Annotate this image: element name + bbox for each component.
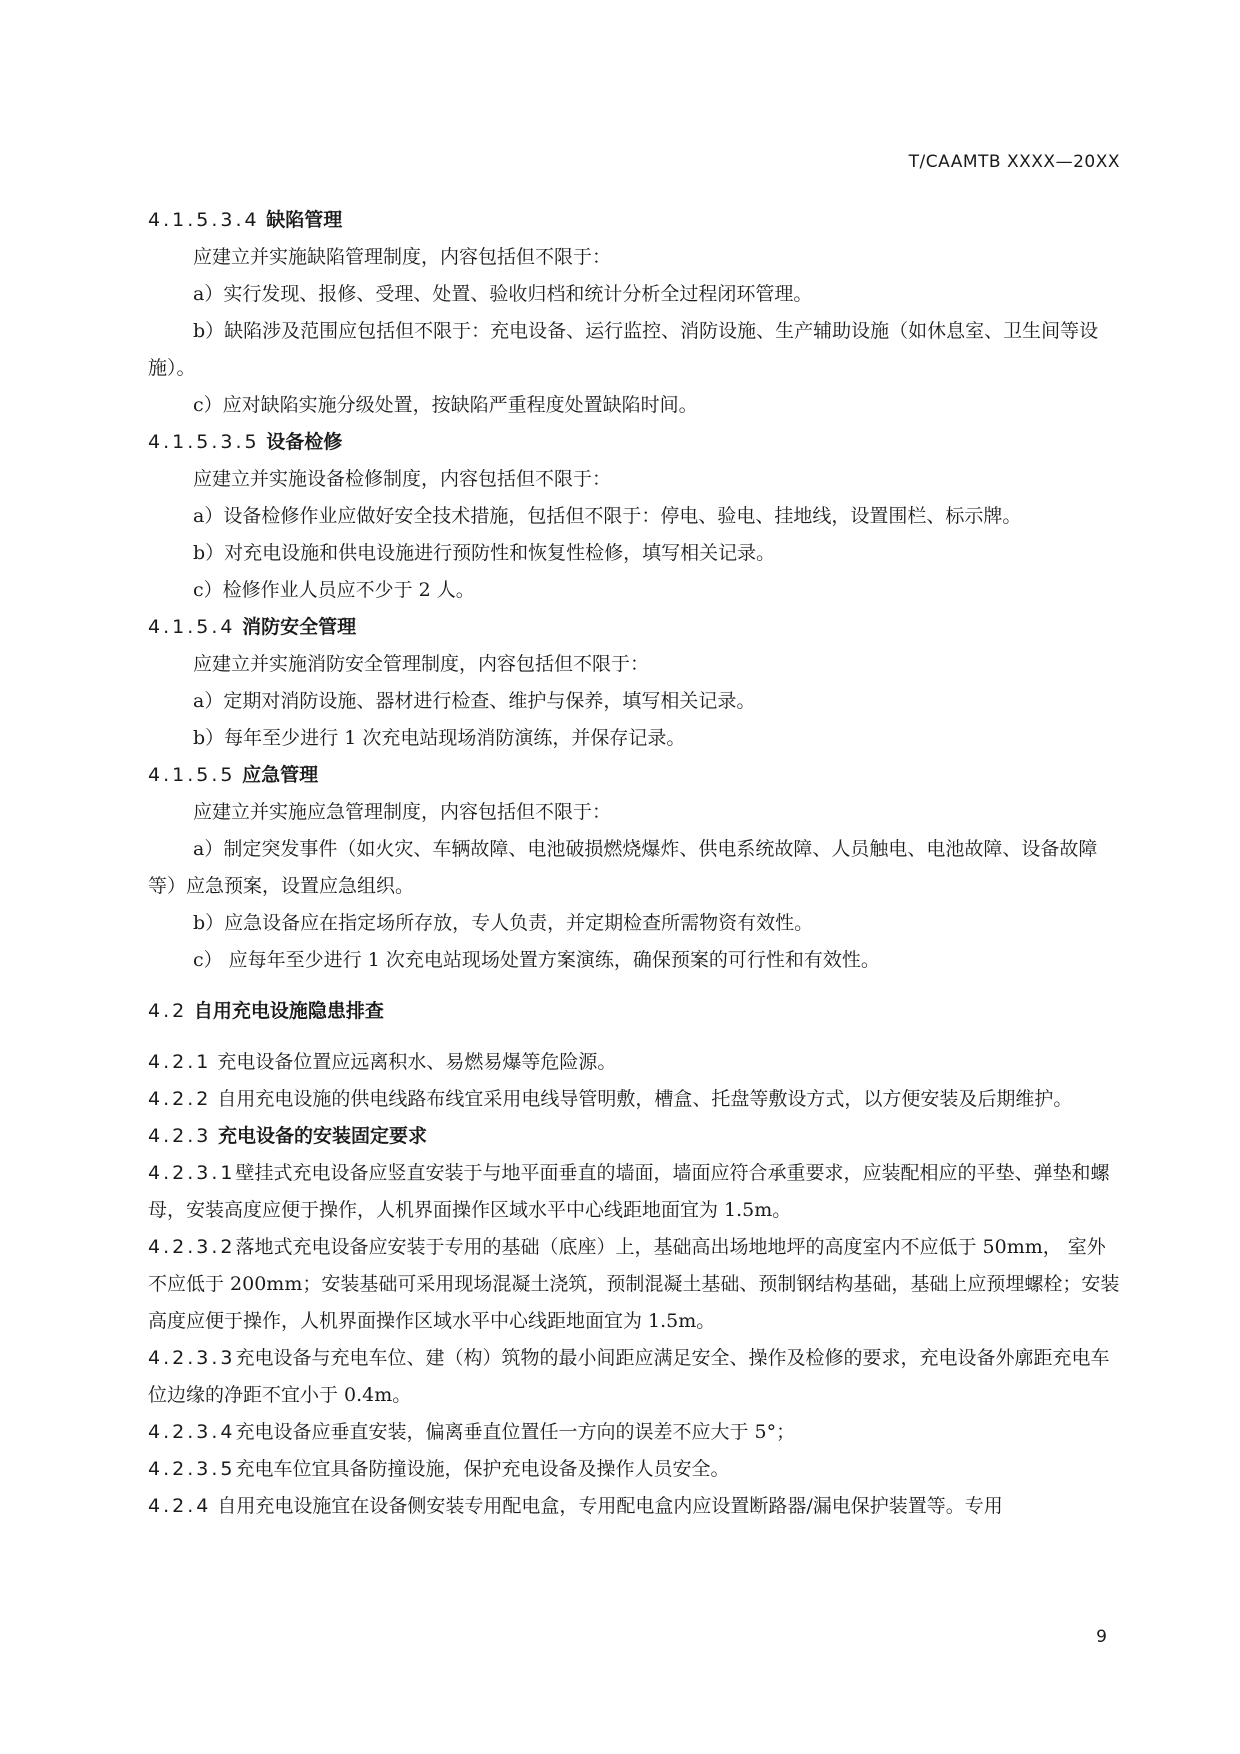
section-number: 4.2.3 [148,1125,212,1147]
section-number: 4.1.5.3.5 [148,431,260,453]
clause-number: 4.2.3.1 [148,1162,236,1184]
section-title: 自用充电设施隐患排查 [193,1000,384,1022]
list-item: b）缺陷涉及范围应包括但不限于：充电设备、运行监控、消防设施、生产辅助设施（如休息室、卫生间等设施）。 [148,320,1099,379]
clause-4-2-3-1 [148,1155,1123,1229]
section-title: 设备检修 [266,431,343,453]
clause-number: 4.2.2 [148,1088,212,1110]
clause-number: 4.2.4 [148,1495,212,1517]
clause-4-2-4 [148,1488,1123,1525]
section-number: 4.1.5.4 [148,616,236,638]
list-item: a）实行发现、报修、受理、处置、验收归档和统计分析全过程闭环管理。 [193,283,813,305]
section-heading-4-2 [148,993,1123,1030]
clause-4-2-1 [148,1044,1123,1081]
spacer [148,1030,1123,1044]
clause-text: 充电设备应垂直安装，偏离垂直位置任一方向的误差不应大于 5°； [235,1421,796,1443]
paragraph: 应建立并实施消防安全管理制度，内容包括但不限于： [193,653,650,675]
clause-number: 4.2.3.3 [148,1347,236,1369]
section-number: 4.2 [148,1000,188,1022]
clause-text: 充电车位宜具备防撞设施，保护充电设备及操作人员安全。 [235,1458,730,1480]
list-item: a）定期对消防设施、器材进行检查、维护与保养，填写相关记录。 [193,690,756,712]
list-item: a）制定突发事件（如火灾、车辆故障、电池破损燃烧爆炸、供电系统故障、人员触电、电池故障、设备故障等）应急预案，设置应急组织。 [148,838,1098,897]
clause-number: 4.2.3.2 [148,1236,236,1258]
clause-text: 充电设备与充电车位、建（构）筑物的最小间距应满足安全、操作及检修的要求，充电设备外廓距充电车位边缘的净距不宜小于 0.4m。 [148,1347,1110,1406]
paragraph: 应建立并实施设备检修制度，内容包括但不限于： [193,468,612,490]
clause-4-2-3-5 [148,1451,1123,1488]
section-title: 充电设备的安装固定要求 [217,1125,427,1147]
standard-code-header: T/CAAMTB XXXX—20XX [908,152,1120,172]
section-title: 缺陷管理 [266,209,343,231]
section-heading-4-1-5-3-5 [148,424,1123,461]
clause-4-2-3-3 [148,1340,1123,1414]
clause-number: 4.2.3.4 [148,1421,236,1443]
list-item: c）应对缺陷实施分级处置，按缺陷严重程度处置缺陷时间。 [193,394,698,416]
list-item: c）检修作业人员应不少于 2 人。 [193,579,475,601]
clause-text: 自用充电设施宜在设备侧安装专用配电盒，专用配电盒内应设置断路器/漏电保护装置等。专用 [217,1495,1003,1517]
list-item: a）设备检修作业应做好安全技术措施，包括但不限于：停电、验电、挂地线，设置围栏、标示牌。 [193,505,1022,527]
list-item: b）每年至少进行 1 次充电站现场消防演练，并保存记录。 [193,727,686,749]
section-number: 4.1.5.5 [148,764,236,786]
spacer [148,979,1123,993]
section-number: 4.1.5.3.4 [148,209,260,231]
list-item: b）对充电设施和供电设施进行预防性和恢复性检修，填写相关记录。 [193,542,776,564]
paragraph: 应建立并实施应急管理制度，内容包括但不限于： [193,801,612,823]
list-item: c） 应每年至少进行 1 次充电站现场处置方案演练，确保预案的可行性和有效性。 [193,949,880,971]
paragraph: 应建立并实施缺陷管理制度，内容包括但不限于： [193,246,612,268]
section-heading-4-1-5-4 [148,609,1123,646]
clause-text: 落地式充电设备应安装于专用的基础（底座）上，基础高出场地地坪的高度室内不应低于 50mm， 室外不应低于 200mm；安装基础可采用现场混凝土浇筑，预制混凝土基础、预制钢结构基础，基础上应预埋螺栓；安装高度应便于操作，人机界面操作区域水平中心线距地面宜为 1.5m。 [148,1236,1120,1332]
list-item: b）应急设备应在指定场所存放，专人负责，并定期检查所需物资有效性。 [193,912,814,934]
section-title: 应急管理 [242,764,319,786]
document-body [148,202,1123,1525]
clause-number: 4.2.1 [148,1051,212,1073]
page-number: 9 [1096,1627,1107,1647]
section-title: 消防安全管理 [242,616,357,638]
section-heading-4-2-3 [148,1118,1123,1155]
section-heading-4-1-5-5 [148,757,1123,794]
clause-number: 4.2.3.5 [148,1458,236,1480]
clause-4-2-3-2 [148,1229,1123,1340]
clause-4-2-3-4 [148,1414,1123,1451]
section-heading-4-1-5-3-4 [148,202,1123,239]
clause-text: 壁挂式充电设备应竖直安装于与地平面垂直的墙面，墙面应符合承重要求，应装配相应的平垫、弹垫和螺母，安装高度应便于操作，人机界面操作区域水平中心线距地面宜为 1.5m。 [148,1162,1110,1221]
clause-text: 充电设备位置应远离积水、易燃易爆等危险源。 [217,1051,617,1073]
clause-4-2-2 [148,1081,1123,1118]
clause-text: 自用充电设施的供电线路布线宜采用电线导管明敷，槽盒、托盘等敷设方式，以方便安装及后期维护。 [217,1088,1073,1110]
